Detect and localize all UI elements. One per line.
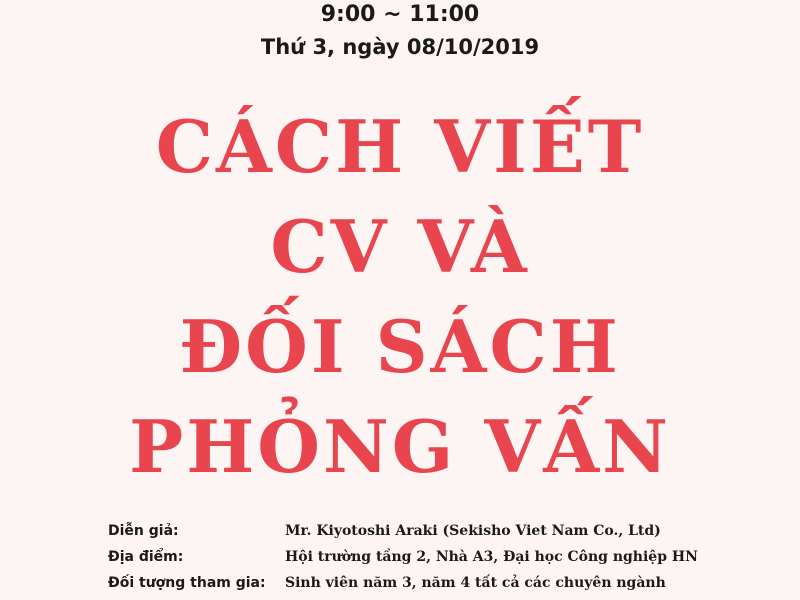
location-value: Hội trường tầng 2, Nhà A3, Đại học Công nghiệp HN xyxy=(285,549,698,565)
location-row xyxy=(108,544,788,570)
location-label: Địa điểm: xyxy=(108,549,184,565)
speaker-value: Mr. Kiyotoshi Araki (Sekisho Viet Nam Co., Ltd) xyxy=(285,523,661,539)
title-line-3: ĐỐI SÁCH xyxy=(179,304,621,389)
title-line-4: PHỎNG VẤN xyxy=(129,404,671,489)
event-time: 9:00 ~ 11:00 xyxy=(320,2,480,27)
speaker-row xyxy=(108,518,788,544)
title-line-2: CV VÀ xyxy=(270,204,530,289)
audience-label: Đối tượng tham gia: xyxy=(108,575,266,591)
audience-value: Sinh viên năm 3, năm 4 tất cả các chuyên ngành xyxy=(285,575,666,591)
audience-row xyxy=(108,570,788,596)
event-details xyxy=(108,518,788,596)
title-line-1: CÁCH VIẾT xyxy=(155,104,645,189)
speaker-label: Diễn giả: xyxy=(108,523,179,539)
event-date: Thứ 3, ngày 08/10/2019 xyxy=(260,35,540,59)
